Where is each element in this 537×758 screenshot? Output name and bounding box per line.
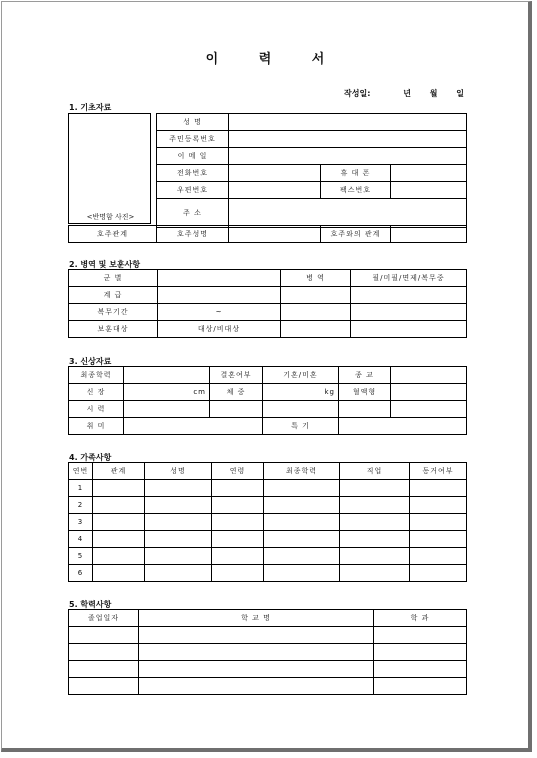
family-cell[interactable] — [145, 514, 212, 531]
family-cell[interactable] — [93, 531, 145, 548]
school-cell[interactable] — [139, 627, 374, 644]
table-row — [69, 548, 467, 565]
phone-label: 전화번호 — [157, 165, 229, 182]
family-cell[interactable] — [93, 514, 145, 531]
blood-field[interactable] — [391, 384, 467, 401]
vision-extra-2[interactable] — [263, 401, 339, 418]
table-row — [69, 531, 467, 548]
family-cell[interactable] — [264, 514, 340, 531]
height-label: 신 장 — [69, 384, 124, 401]
mobile-label: 휴 대 폰 — [321, 165, 391, 182]
resident-no-label: 주민등록번호 — [157, 131, 229, 148]
post-code-field[interactable] — [229, 182, 321, 199]
family-cell[interactable] — [145, 531, 212, 548]
relation-label: 호주와의 관계 — [321, 226, 391, 243]
religion-field[interactable] — [391, 367, 467, 384]
section-school-title: 5. 학력사항 — [69, 600, 112, 609]
status-field[interactable] — [351, 287, 467, 304]
household-table — [68, 225, 467, 243]
extra-field-4[interactable] — [351, 321, 467, 338]
vision-extra-4[interactable] — [391, 401, 467, 418]
family-header-cell: 동거여부 — [410, 463, 467, 480]
family-header-cell: 직업 — [340, 463, 410, 480]
veteran-field[interactable]: 대상/비대상 — [158, 321, 281, 338]
family-cell[interactable] — [410, 531, 467, 548]
family-cell[interactable] — [212, 480, 264, 497]
special-field[interactable] — [339, 418, 467, 435]
family-cell[interactable] — [264, 497, 340, 514]
extra-field-1[interactable] — [281, 304, 351, 321]
family-cell[interactable] — [340, 480, 410, 497]
married-field[interactable]: 기혼/미혼 — [263, 367, 339, 384]
table-row — [69, 627, 467, 644]
family-cell[interactable] — [410, 480, 467, 497]
photo-box[interactable] — [68, 113, 151, 224]
family-cell[interactable] — [145, 497, 212, 514]
school-table — [68, 609, 467, 695]
family-header-cell: 관계 — [93, 463, 145, 480]
table-row — [69, 497, 467, 514]
branch-field[interactable] — [281, 287, 351, 304]
table-row — [69, 678, 467, 695]
phone-field[interactable] — [229, 165, 321, 182]
school-cell[interactable] — [69, 627, 139, 644]
family-header-cell: 성명 — [145, 463, 212, 480]
date-line — [344, 88, 464, 99]
vision-extra-1[interactable] — [210, 401, 263, 418]
vision-label: 시 력 — [69, 401, 124, 418]
education-field[interactable] — [124, 367, 210, 384]
table-row — [69, 514, 467, 531]
family-cell[interactable] — [212, 497, 264, 514]
height-field[interactable]: cm — [124, 384, 210, 401]
household-name-field[interactable] — [229, 226, 321, 243]
family-cell[interactable] — [93, 565, 145, 582]
email-label: 이 메 일 — [157, 148, 229, 165]
school-cell[interactable] — [69, 678, 139, 695]
family-cell[interactable] — [340, 548, 410, 565]
family-cell[interactable] — [212, 548, 264, 565]
school-cell[interactable] — [139, 644, 374, 661]
family-cell[interactable] — [93, 548, 145, 565]
section-basic-title: 1. 기초자료 — [69, 103, 112, 112]
branch-label: 병 역 — [281, 270, 351, 287]
hobby-field[interactable] — [124, 418, 263, 435]
date-label: 작성일: — [344, 89, 371, 98]
school-cell[interactable] — [374, 661, 467, 678]
table-row — [69, 661, 467, 678]
date-year: 년 — [403, 89, 411, 98]
table-row — [69, 565, 467, 582]
section-personal-title: 3. 신상자료 — [69, 357, 112, 366]
family-cell[interactable] — [340, 531, 410, 548]
school-header-cell: 학 교 명 — [139, 610, 374, 627]
address-field[interactable] — [229, 199, 467, 228]
school-cell[interactable] — [374, 678, 467, 695]
weight-label: 체 중 — [210, 384, 263, 401]
military-table — [68, 269, 467, 338]
family-header-row — [69, 463, 467, 480]
family-cell[interactable] — [212, 565, 264, 582]
date-month: 월 — [429, 89, 438, 98]
school-cell[interactable] — [374, 644, 467, 661]
school-header-cell: 졸업일자 — [69, 610, 139, 627]
education-label: 최종학력 — [69, 367, 124, 384]
service-field[interactable] — [158, 270, 281, 287]
married-label: 결혼여부 — [210, 367, 263, 384]
personal-table — [68, 366, 467, 435]
school-cell[interactable] — [69, 661, 139, 678]
row-number: 3 — [69, 514, 93, 531]
household-label: 호주관계 — [69, 226, 157, 243]
blood-label: 혈액형 — [339, 384, 391, 401]
household-name-label: 호주성명 — [157, 226, 229, 243]
section-military-title: 2. 병역 및 보훈사항 — [69, 260, 141, 269]
family-cell[interactable] — [212, 514, 264, 531]
veteran-label: 보훈대상 — [69, 321, 158, 338]
fax-label: 팩스번호 — [321, 182, 391, 199]
weight-field[interactable]: kg — [263, 384, 339, 401]
row-number: 4 — [69, 531, 93, 548]
period-label: 복무기간 — [69, 304, 158, 321]
row-number: 5 — [69, 548, 93, 565]
family-cell[interactable] — [93, 497, 145, 514]
school-header-cell: 학 과 — [374, 610, 467, 627]
school-cell[interactable] — [374, 627, 467, 644]
religion-label: 종 교 — [339, 367, 391, 384]
vision-field[interactable] — [124, 401, 210, 418]
family-header-cell: 연번 — [69, 463, 93, 480]
address-label: 주 소 — [157, 199, 229, 228]
period-field[interactable]: ~ — [158, 304, 281, 321]
family-cell[interactable] — [145, 480, 212, 497]
name-label: 성 명 — [157, 114, 229, 131]
family-cell[interactable] — [340, 497, 410, 514]
family-cell[interactable] — [410, 497, 467, 514]
document-page — [1, 1, 532, 752]
relation-field[interactable] — [391, 226, 467, 243]
rank-label: 계 급 — [69, 287, 158, 304]
table-row — [69, 480, 467, 497]
service-label: 군 별 — [69, 270, 158, 287]
family-cell[interactable] — [410, 514, 467, 531]
section-family-title: 4. 가족사항 — [69, 453, 112, 462]
vision-extra-3[interactable] — [339, 401, 391, 418]
rank-field[interactable] — [158, 287, 281, 304]
family-cell[interactable] — [93, 480, 145, 497]
family-cell[interactable] — [212, 531, 264, 548]
table-row — [69, 644, 467, 661]
family-header-cell: 최종학력 — [264, 463, 340, 480]
school-cell[interactable] — [139, 661, 374, 678]
photo-label: <반명함 사진> — [86, 213, 135, 221]
family-cell[interactable] — [340, 565, 410, 582]
school-header-row — [69, 610, 467, 627]
mobile-field[interactable] — [391, 165, 467, 182]
email-field[interactable] — [229, 148, 467, 165]
resident-no-field[interactable] — [229, 131, 467, 148]
school-cell[interactable] — [69, 644, 139, 661]
school-cell[interactable] — [139, 678, 374, 695]
row-number: 1 — [69, 480, 93, 497]
extra-field-3[interactable] — [281, 321, 351, 338]
family-cell[interactable] — [340, 514, 410, 531]
date-day: 일 — [456, 89, 464, 98]
family-header-cell: 연령 — [212, 463, 264, 480]
page-title: 이 력 서 — [205, 52, 343, 67]
hobby-label: 취 미 — [69, 418, 124, 435]
basic-info-table — [156, 113, 467, 228]
fax-field[interactable] — [391, 182, 467, 199]
family-table — [68, 462, 467, 582]
post-code-label: 우편번호 — [157, 182, 229, 199]
name-field[interactable] — [229, 114, 467, 131]
row-number: 2 — [69, 497, 93, 514]
extra-field-2[interactable] — [351, 304, 467, 321]
family-cell[interactable] — [264, 480, 340, 497]
family-cell[interactable] — [145, 548, 212, 565]
family-cell[interactable] — [264, 565, 340, 582]
family-cell[interactable] — [410, 548, 467, 565]
family-cell[interactable] — [145, 565, 212, 582]
family-cell[interactable] — [410, 565, 467, 582]
row-number: 6 — [69, 565, 93, 582]
status-label: 필/미필/면제/복무중 — [351, 270, 467, 287]
special-label: 특 기 — [263, 418, 339, 435]
family-cell[interactable] — [264, 531, 340, 548]
family-cell[interactable] — [264, 548, 340, 565]
